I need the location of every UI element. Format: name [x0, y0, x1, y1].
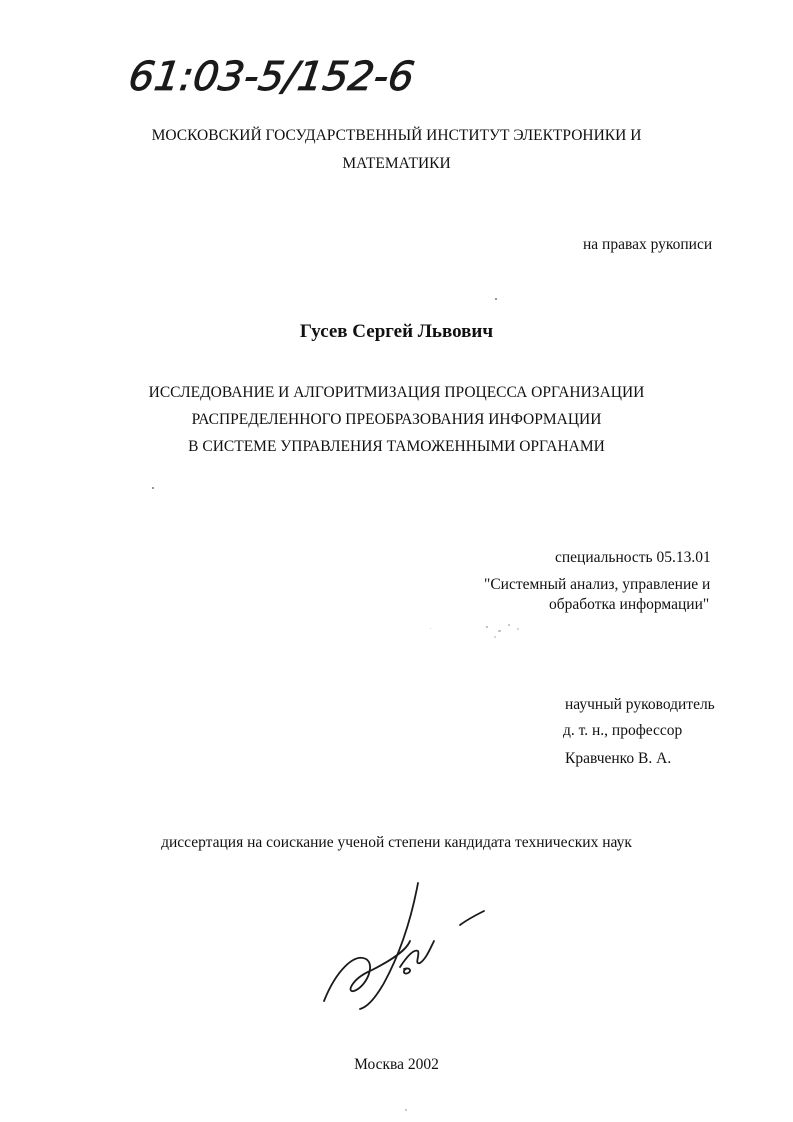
dissertation-title-line1: ИССЛЕДОВАНИЕ И АЛГОРИТМИЗАЦИЯ ПРОЦЕССА ОРГАНИЗАЦИИ — [148, 384, 645, 401]
specialty-code: специальность 05.13.01 — [555, 549, 711, 566]
scan-speck — [495, 298, 497, 300]
institute-name-line2: МАТЕМАТИКИ — [342, 155, 451, 172]
scan-speck — [430, 628, 431, 629]
institute-name-line1: МОСКОВСКИЙ ГОСУДАРСТВЕННЫЙ ИНСТИТУТ ЭЛЕКТРОНИКИ И — [151, 127, 642, 144]
supervisor-name: Кравченко В. А. — [565, 750, 672, 767]
manuscript-rights-note: на правах рукописи — [583, 236, 713, 253]
dissertation-degree-note: диссертация на соискание ученой степени кандидата технических наук — [161, 834, 632, 851]
scan-speck — [152, 487, 154, 489]
handwritten-archive-number — [125, 42, 460, 108]
author-name: Гусев Сергей Львович — [299, 321, 494, 342]
dissertation-title-line2: РАСПРЕДЕЛЕННОГО ПРЕОБРАЗОВАНИЯ ИНФОРМАЦИИ — [191, 411, 602, 428]
city-year: Москва 2002 — [354, 1056, 439, 1073]
signature — [310, 875, 500, 1015]
svg-text:61:03-5/152-6: 61:03-5/152-6 — [125, 54, 418, 100]
supervisor-degree: д. т. н., профессор — [563, 722, 683, 739]
supervisor-role: научный руководитель — [565, 696, 715, 713]
scan-speck — [486, 626, 488, 628]
scan-speck — [498, 630, 501, 632]
scan-speck — [405, 1109, 407, 1111]
specialty-name-line2: обработка информации" — [549, 596, 710, 613]
specialty-name-line1: "Системный анализ, управление и — [484, 576, 711, 593]
dissertation-title-line3: В СИСТЕМЕ УПРАВЛЕНИЯ ТАМОЖЕННЫМИ ОРГАНАМИ — [188, 438, 605, 455]
scan-speck — [508, 624, 510, 626]
scan-speck — [517, 628, 519, 630]
scan-speck — [494, 636, 496, 638]
